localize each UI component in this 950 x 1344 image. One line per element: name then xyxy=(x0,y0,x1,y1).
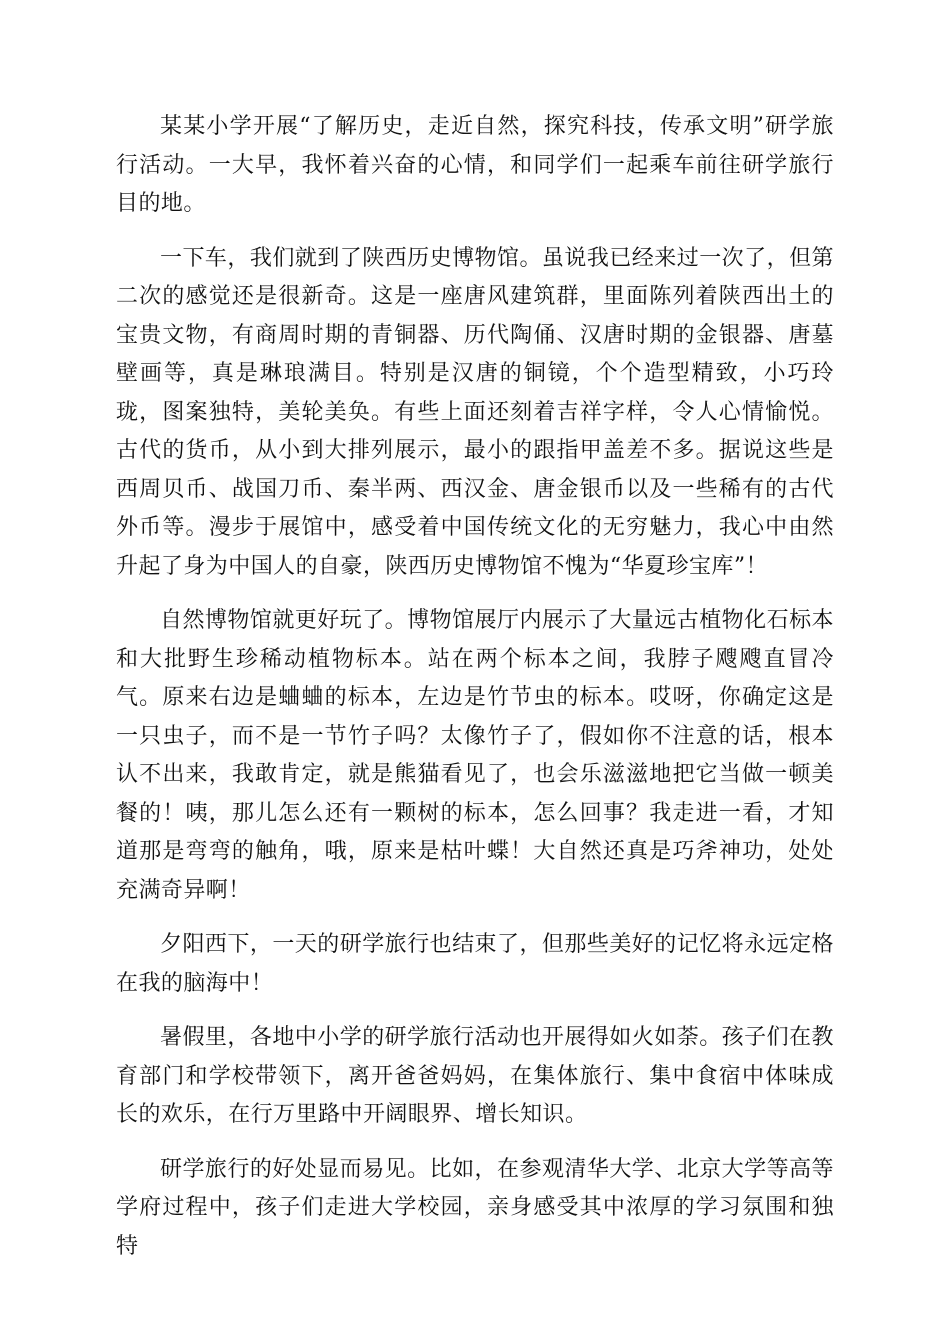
article-body xyxy=(116,108,834,1282)
paragraph-6: 研学旅行的好处显而易见。比如，在参观清华大学、北京大学等高等学府过程中，孩子们走进大学校园，亲身感受其中浓厚的学习氛围和独特 xyxy=(116,1156,834,1259)
paragraph-2: 一下车，我们就到了陕西历史博物馆。虽说我已经来过一次了，但第二次的感觉还是很新奇。这是一座唐风建筑群，里面陈列着陕西出土的宝贵文物，有商周时期的青铜器、历代陶俑、汉唐时期的金银器、唐墓壁画等，真是琳琅满目。特别是汉唐的铜镜，个个造型精致，小巧玲珑，图案独特，美轮美奂。有些上面还刻着吉祥字样，令人心情愉悦。古代的货币，从小到大排列展示，最小的跟指甲盖差不多。据说这些是西周贝币、战国刀币、秦半两、西汉金、唐金银币以及一些稀有的古代外币等。漫步于展馆中，感受着中国传统文化的无穷魅力，我心中由然升起了身为中国人的自豪，陕西历史博物馆不愧为“华夏珍宝库”！ xyxy=(116,245,834,579)
paragraph-4: 夕阳西下，一天的研学旅行也结束了，但那些美好的记忆将永远定格在我的脑海中！ xyxy=(116,932,834,996)
paragraph-5: 暑假里，各地中小学的研学旅行活动也开展得如火如荼。孩子们在教育部门和学校带领下，离开爸爸妈妈，在集体旅行、集中食宿中体味成长的欢乐，在行万里路中开阔眼界、增长知识。 xyxy=(116,1025,834,1127)
paragraph-1: 某某小学开展“了解历史，走近自然，探究科技，传承文明”研学旅行活动。一大早，我怀着兴奋的心情，和同学们一起乘车前往研学旅行目的地。 xyxy=(116,114,834,216)
paragraph-3: 自然博物馆就更好玩了。博物馆展厅内展示了大量远古植物化石标本和大批野生珍稀动植物标本。站在两个标本之间，我脖子飕飕直冒冷气。原来右边是蛐蛐的标本，左边是竹节虫的标本。哎呀，你确定这是一只虫子，而不是一节竹子吗？太像竹子了，假如你不注意的话，根本认不出来，我敢肯定，就是熊猫看见了，也会乐滋滋地把它当做一顿美餐的！咦，那儿怎么还有一颗树的标本，怎么回事？我走进一看，才知道那是弯弯的触角，哦，原来是枯叶蝶！大自然还真是巧斧神功，处处充满奇异啊！ xyxy=(116,608,834,903)
